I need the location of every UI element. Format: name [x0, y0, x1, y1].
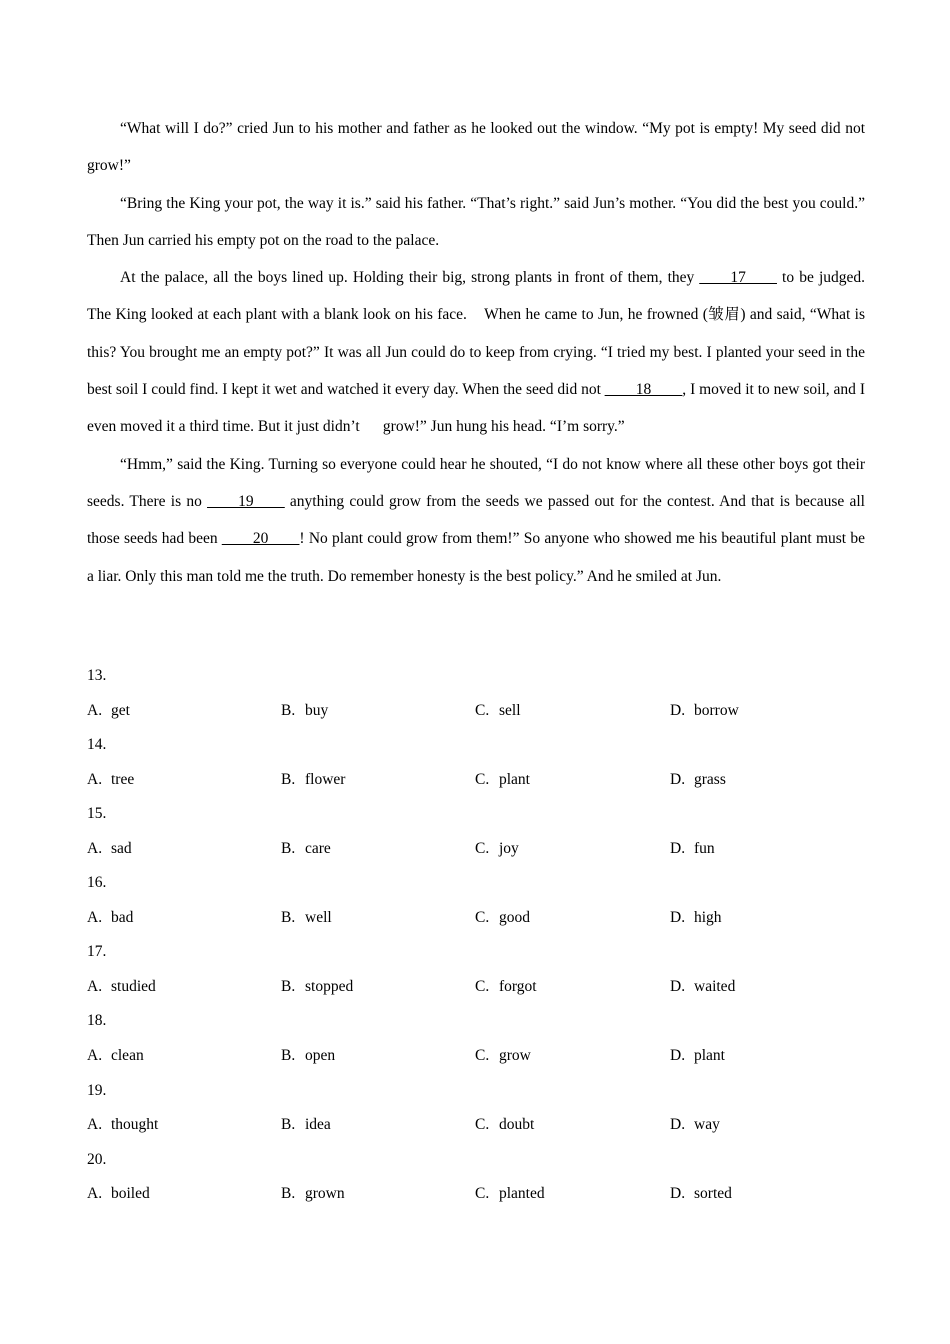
option-letter: D. [670, 1185, 686, 1203]
option-text: forgot [499, 978, 537, 996]
options-row [87, 1039, 865, 1073]
option-text: bad [111, 909, 134, 927]
options-row [87, 763, 865, 797]
answer-option[interactable] [670, 1108, 720, 1142]
option-text: way [694, 1116, 720, 1134]
question-number: 16. [87, 874, 107, 892]
blank-19: ____19____ [207, 492, 285, 510]
blank-18: ____18____ [604, 381, 683, 399]
answer-option[interactable] [87, 901, 133, 935]
options-row [87, 1108, 865, 1142]
answer-option[interactable] [281, 832, 331, 866]
option-text: joy [499, 839, 519, 857]
passage-paragraph-1: “What will I do?” cried Jun to his mother and father as he looked out the window. “My pot is empty! My seed did not grow!” [87, 120, 865, 175]
option-letter: B. [281, 1047, 296, 1065]
option-letter: A. [87, 839, 103, 857]
question-number: 19. [87, 1081, 107, 1099]
question-number: 20. [87, 1150, 107, 1168]
option-text: borrow [694, 701, 739, 719]
answer-option[interactable] [670, 694, 739, 728]
option-text: idea [305, 1116, 331, 1134]
answer-option[interactable] [281, 1177, 345, 1211]
option-text: care [305, 839, 331, 857]
option-text: sell [499, 701, 521, 719]
option-text: sorted [694, 1185, 732, 1203]
question-number: 13. [87, 667, 107, 684]
answer-option[interactable] [670, 901, 722, 935]
option-letter: D. [670, 1116, 686, 1134]
answer-option[interactable] [475, 1108, 534, 1142]
blank-17: ____17____ [699, 269, 777, 287]
option-letter: C. [475, 1185, 490, 1203]
option-letter: A. [87, 1047, 103, 1065]
option-letter: D. [670, 839, 686, 857]
passage-text: , I moved it to new soil, and I even moved it a third time. But it just didn’t grow!” Jun hung his head. “I’m sorry.” [87, 381, 865, 436]
answer-option[interactable] [670, 832, 715, 866]
options-row [87, 901, 865, 935]
question-list [87, 659, 865, 1212]
question-number: 17. [87, 943, 107, 961]
option-text: grow [499, 1047, 531, 1065]
option-text: clean [111, 1047, 144, 1065]
option-letter: C. [475, 770, 490, 788]
answer-option[interactable] [87, 1039, 144, 1073]
answer-option[interactable] [670, 970, 735, 1004]
option-letter: D. [670, 978, 686, 996]
option-letter: C. [475, 839, 490, 857]
option-text: well [305, 909, 332, 927]
option-text: plant [499, 770, 530, 788]
answer-option[interactable] [670, 1177, 732, 1211]
options-row [87, 1177, 865, 1211]
question-number: 14. [87, 736, 107, 754]
option-letter: C. [475, 701, 490, 719]
option-letter: B. [281, 839, 296, 857]
passage-text: ! No plant could grow from them!” So anyone who showed me his beautiful plant must be a liar. Only this man told me the truth. Do remember honesty is the best policy.” And he smiled at Jun. [87, 530, 865, 585]
option-letter: C. [475, 909, 490, 927]
option-text: fun [694, 839, 715, 857]
answer-option[interactable] [281, 970, 353, 1004]
answer-option[interactable] [281, 694, 328, 728]
answer-option[interactable] [475, 763, 530, 797]
option-text: high [694, 909, 722, 927]
option-text: doubt [499, 1116, 535, 1134]
answer-option[interactable] [475, 970, 537, 1004]
option-letter: A. [87, 978, 103, 996]
option-letter: D. [670, 909, 686, 927]
option-text: buy [305, 701, 329, 719]
answer-option[interactable] [87, 694, 130, 728]
answer-option[interactable] [670, 763, 726, 797]
option-letter: C. [475, 978, 490, 996]
option-text: good [499, 909, 530, 927]
question-number: 18. [87, 1012, 107, 1030]
option-text: planted [499, 1185, 545, 1203]
passage-text: At the palace, all the boys lined up. Holding their big, strong plants in front of them, they [120, 269, 700, 287]
option-letter: B. [281, 1116, 296, 1134]
option-text: tree [111, 770, 135, 788]
option-text: boiled [111, 1185, 150, 1203]
option-letter: A. [87, 1116, 103, 1134]
option-letter: C. [475, 1047, 490, 1065]
option-text: stopped [305, 978, 354, 996]
option-letter: B. [281, 1185, 296, 1203]
passage-text: to be judged. The King looked at each plant with a blank look on his face. When he came to Jun, he frowned (皱眉) and said, “What is this? You brought me an empty pot?” It was all Jun could do to keep from crying. “I tried my best. I planted your seed in the best soil I could find. I kept it wet and watched it every day. When the seed did not [87, 269, 866, 399]
answer-option[interactable] [475, 832, 519, 866]
option-letter: B. [281, 909, 296, 927]
option-letter: A. [87, 1185, 103, 1203]
answer-option[interactable] [281, 1108, 331, 1142]
option-letter: D. [670, 770, 686, 788]
options-row [87, 970, 865, 1004]
reading-passage [87, 110, 865, 595]
answer-option[interactable] [281, 763, 345, 797]
answer-option[interactable] [87, 763, 134, 797]
option-text: grown [305, 1185, 345, 1203]
option-letter: B. [281, 701, 296, 719]
question-number: 15. [87, 805, 107, 823]
answer-option[interactable] [87, 970, 156, 1004]
option-text: sad [111, 839, 132, 857]
answer-option[interactable] [475, 1039, 531, 1073]
option-letter: B. [281, 770, 296, 788]
option-text: thought [111, 1116, 159, 1134]
option-letter: A. [87, 770, 103, 788]
option-text: get [111, 701, 130, 719]
option-letter: A. [87, 909, 103, 927]
passage-paragraph-3 [87, 259, 865, 445]
passage-paragraph-2: “Bring the King your pot, the way it is.” said his father. “That’s right.” said Jun’s mother. “You did the best you could.” Then Jun carried his empty pot on the road to the palace. [87, 194, 865, 249]
passage-paragraph-4 [87, 446, 865, 595]
option-letter: D. [670, 701, 686, 719]
option-letter: D. [670, 1047, 686, 1065]
option-letter: A. [87, 701, 103, 719]
option-letter: C. [475, 1116, 490, 1134]
option-text: open [305, 1047, 336, 1065]
option-text: waited [694, 978, 736, 996]
options-row [87, 694, 865, 728]
passage-text: anything could grow from the seeds we passed out for the contest. And that is because all those seeds had been [87, 492, 865, 548]
options-row [87, 832, 865, 866]
answer-option[interactable] [670, 1039, 725, 1073]
answer-option[interactable] [475, 694, 521, 728]
answer-option[interactable] [87, 1177, 150, 1211]
answer-option[interactable] [281, 1039, 335, 1073]
answer-option[interactable] [475, 1177, 545, 1211]
answer-option[interactable] [87, 832, 132, 866]
option-text: flower [305, 770, 346, 788]
passage-text: “Hmm,” said the King. Turning so everyone could hear he shouted, “I do not know where all these other boys got their seeds. There is no [87, 455, 865, 510]
answer-option[interactable] [87, 1108, 158, 1142]
option-text: studied [111, 978, 156, 996]
option-letter: B. [281, 978, 296, 996]
blank-20: ____20____ [221, 530, 300, 548]
option-text: grass [694, 770, 726, 788]
option-text: plant [694, 1047, 725, 1065]
answer-option[interactable] [281, 901, 332, 935]
answer-option[interactable] [475, 901, 530, 935]
